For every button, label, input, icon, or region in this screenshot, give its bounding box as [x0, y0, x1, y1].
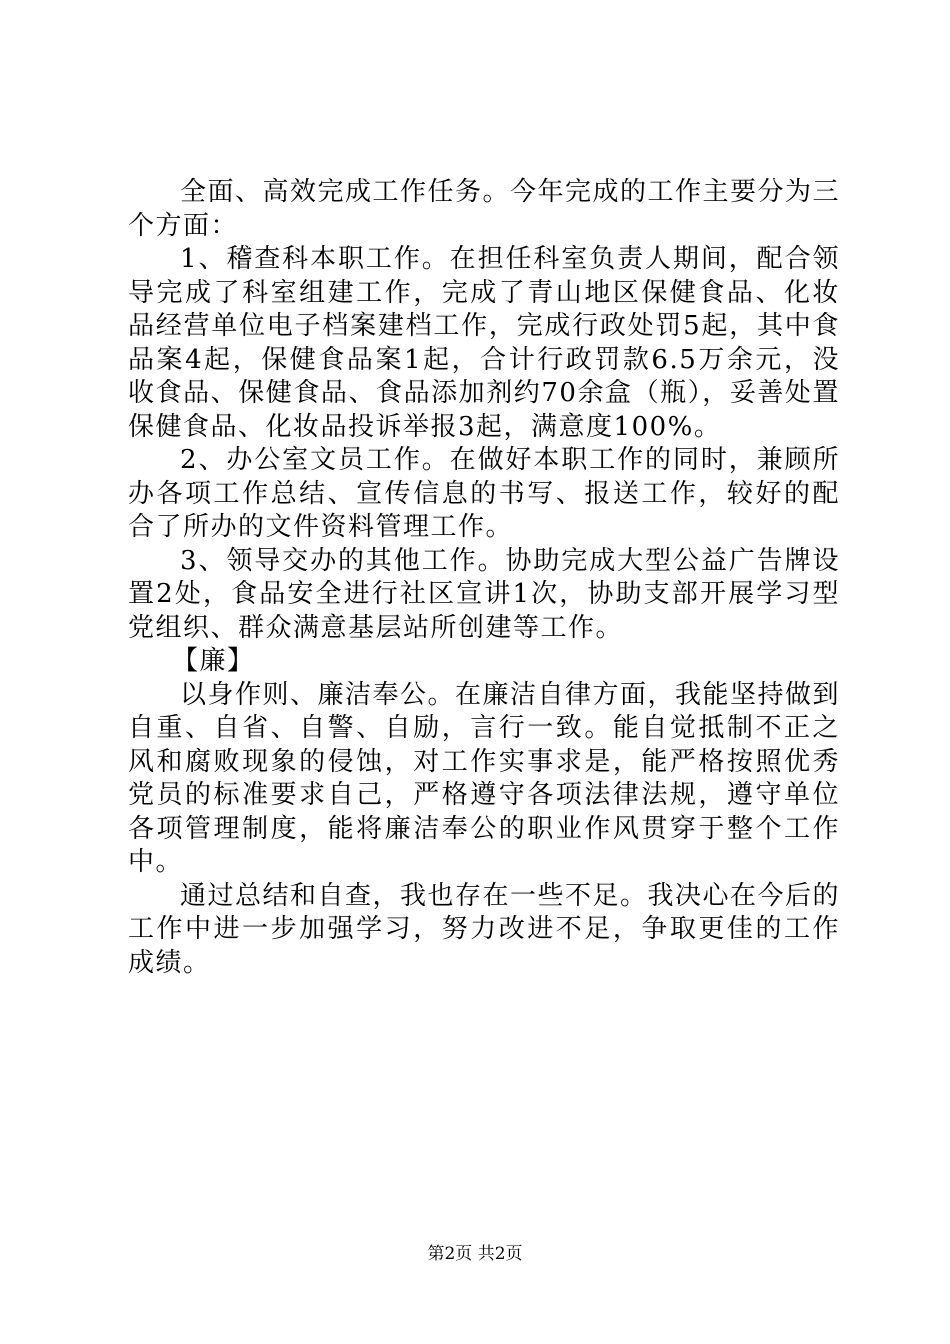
- document-body: [128, 176, 840, 980]
- paragraph-conclusion: 通过总结和自查，我也存在一些不足。我决心在今后的工作中进一步加强学习，努力改进不足，争取更佳的工作成绩。: [128, 880, 841, 978]
- paragraph-item-3: 3、领导交办的其他工作。协助完成大型公益广告牌设置2处，食品安全进行社区宣讲1次，协助支部开展学习型党组织、群众满意基层站所创建等工作。: [128, 545, 840, 643]
- section-heading-lian: 【廉】: [172, 646, 255, 676]
- paragraph-intro: 全面、高效完成工作任务。今年完成的工作主要分为三个方面：: [128, 177, 841, 241]
- page-number-footer: 第2页 共2页: [427, 1244, 523, 1264]
- paragraph-item-2: 2、办公室文员工作。在做好本职工作的同时，兼顾所办各项工作总结、宣传信息的书写、报送工作，较好的配合了所办的文件资料管理工作。: [128, 445, 840, 542]
- paragraph-item-1: 1、稽查科本职工作。在担任科室负责人期间，配合领导完成了科室组建工作，完成了青山地区保健食品、化妆品经营单位电子档案建档工作，完成行政处罚5起，其中食品案4起，保健食品案1起，合计行政罚款6.5万余元，没收食品、保健食品、食品添加剂约70余盒（瓶），妥善处置保健食品、化妆品投诉举报3起，满意度100%。: [128, 244, 840, 442]
- paragraph-integrity: 以身作则、廉洁奉公。在廉洁自律方面，我能坚持做到自重、自省、自警、自励，言行一致。能自觉抵制不正之风和腐败现象的侵蚀，对工作实事求是，能严格按照优秀党员的标准要求自己，严格遵守各项法律法规，遵守单位各项管理制度，能将廉洁奉公的职业作风贯穿于整个工作中。: [128, 679, 841, 877]
